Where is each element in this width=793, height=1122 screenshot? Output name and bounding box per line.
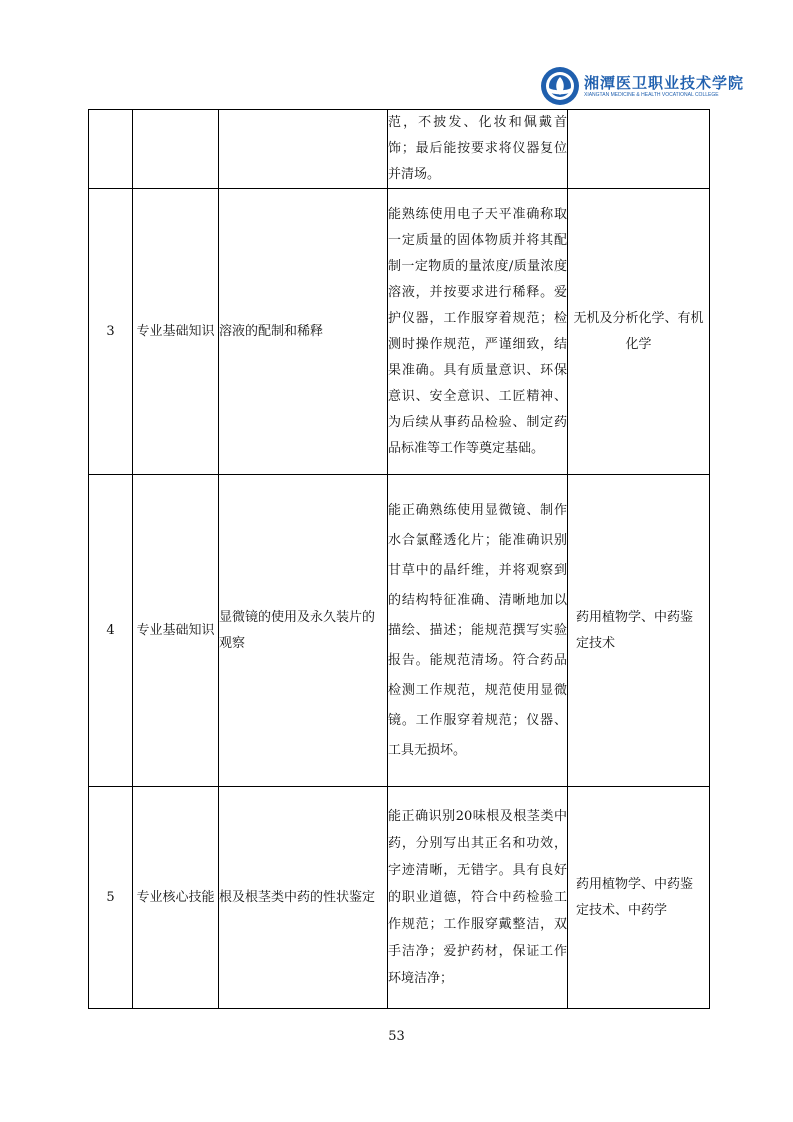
row-course: 无机及分析化学、有机化学 xyxy=(568,189,710,475)
row-project-name xyxy=(219,110,388,189)
row-requirement xyxy=(388,110,568,189)
college-seal-icon xyxy=(540,66,580,106)
requirement-text: 能熟练使用电子天平准确称取一定质量的固体物质并将其配制一定物质的量浓度/质量浓度溶液，并按要求进行稀释。爱护仪器，工作服穿着规范；检测时操作规范，严谨细致，结果准确。具有质量意识、环保意识、安全意识、工匠精神、为后续从事药品检验、制定药品标准等工作等奠定基础。 xyxy=(388,206,567,456)
table-row xyxy=(89,189,710,475)
row-category: 专业核心技能 xyxy=(133,787,219,1009)
row-category: 专业基础知识 xyxy=(133,475,219,787)
row-project-name: 显微镜的使用及永久装片的观察 xyxy=(219,475,388,787)
row-course xyxy=(568,110,710,189)
skills-table xyxy=(88,109,710,1009)
logo-english-name: XIANGTAN MEDICINE & HEALTH VOCATIONAL COLLEGE xyxy=(584,92,719,98)
row-number: 5 xyxy=(89,787,133,1009)
page-number: 53 xyxy=(388,1029,405,1044)
row-project-name: 根及根茎类中药的性状鉴定 xyxy=(219,787,388,1009)
row-number: 4 xyxy=(89,475,133,787)
table-row xyxy=(89,110,710,189)
row-number: 3 xyxy=(89,189,133,475)
row-requirement xyxy=(388,189,568,475)
table-row xyxy=(89,475,710,787)
row-course: 药用植物学、中药鉴定技术、中药学 xyxy=(568,787,710,1009)
requirement-text: 范，不披发、化妆和佩戴首饰；最后能按要求将仪器复位并清场。 xyxy=(388,115,567,182)
requirement-text: 能正确熟练使用显微镜、制作水合氯醛透化片；能准确识别甘草中的晶纤维，并将观察到的结构特征准确、清晰地加以描绘、描述；能规范撰写实验报告。能规范清场。符合药品检测工作规范，规范使用显微镜。工作服穿着规范；仪器、工具无损坏。 xyxy=(388,502,567,758)
row-course: 药用植物学、中药鉴定技术 xyxy=(568,475,710,787)
college-logo xyxy=(540,66,745,106)
row-project-name: 溶液的配制和稀释 xyxy=(219,189,388,475)
table-row xyxy=(89,787,710,1009)
logo-chinese-name: 湘潭医卫职业技术学院 xyxy=(584,74,745,92)
row-requirement xyxy=(388,787,568,1009)
requirement-text: 能正确识别20味根及根茎类中药，分别写出其正名和功效，字迹清晰，无错字。具有良好的职业道德，符合中药检验工作规范；工作服穿戴整洁，双手洁净；爱护药材，保证工作环境洁净； xyxy=(388,809,567,986)
row-category: 专业基础知识 xyxy=(133,189,219,475)
row-category xyxy=(133,110,219,189)
row-number xyxy=(89,110,133,189)
row-requirement xyxy=(388,475,568,787)
